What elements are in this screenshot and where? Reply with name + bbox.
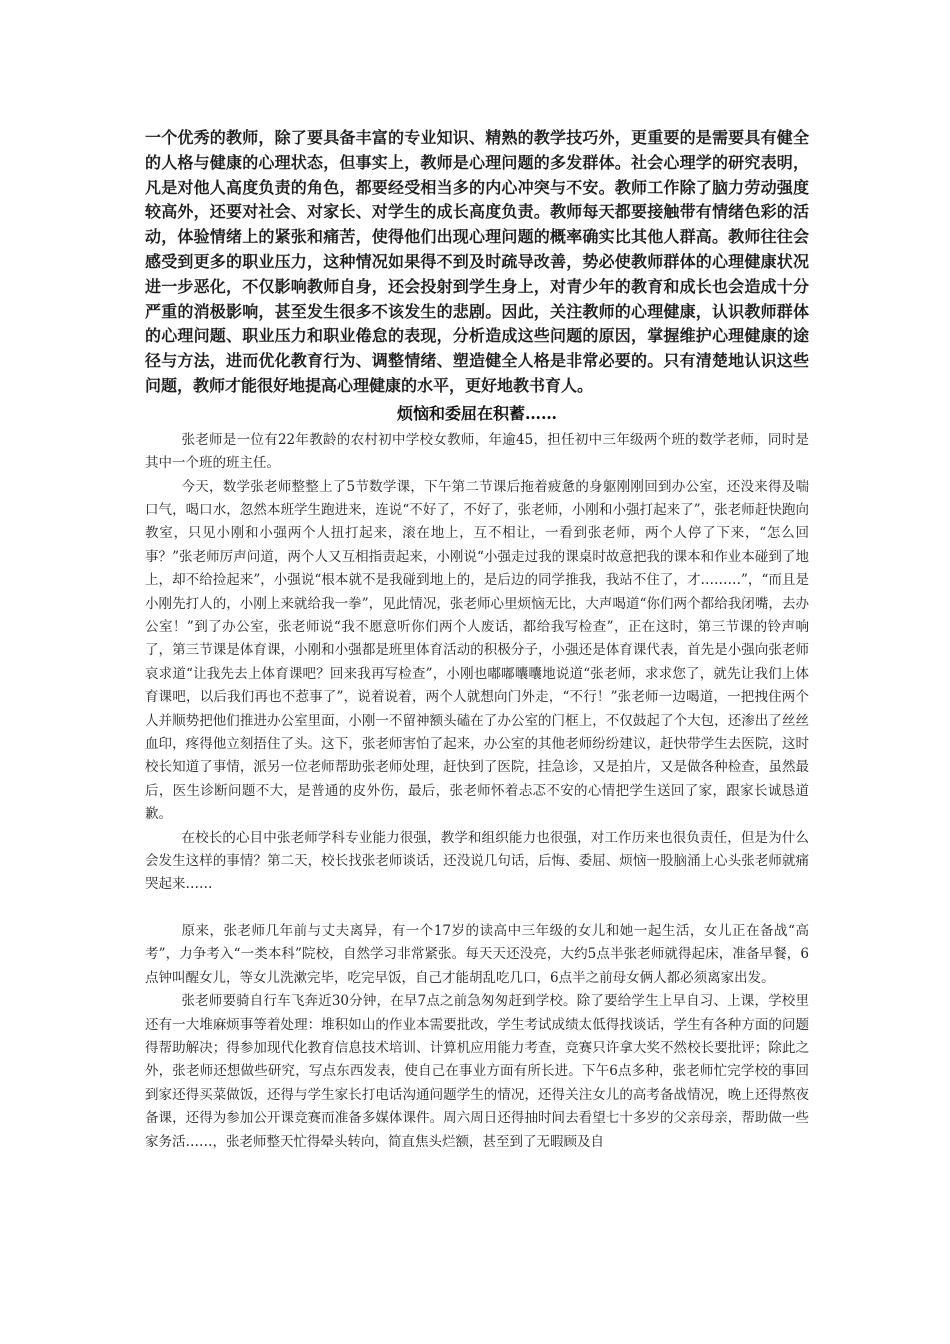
story-body [145,429,809,1154]
story-paragraph-4: 原来，张老师几年前与丈夫离异，有一个17岁的读高中三年级的女儿和她一起生活，女儿正在备战“高考”，力争考入“一类本科”院校，自然学习非常紧张。每天天还没亮，大约5点半张老师就得起床，准备早餐，6点钟叫醒女儿，等女儿洗漱完毕，吃完早饭，自己才能胡乱吃几口，6点半之前母女俩人都必须离家出发。 [145,922,809,986]
section-heading: 烦恼和委屈在积蓄…… [396,403,557,423]
story-paragraph-2: 今天，数学张老师整整上了5节数学课，下午第二节课后拖着疲惫的身躯刚刚回到办公室，还没来得及喘口气，喝口水，忽然本班学生跑进来，连说“不好了，不好了，张老师，小刚和小强打起来了”，张老师赶快跑向教室，只见小刚和小强两个人扭打起来，滚在地上，互不相让，一看到张老师，两个人停了下来，“怎么回事？”张老师厉声问道，两个人又互相指责起来，小刚说“小强走过我的课桌时故意把我的课本和作业本碰到了地上，却不给捡起来”，小强说“根本就不是我碰到地上的，是后边的同学推我，我站不住了，才………”，“而且是小刚先打人的，小刚上来就给我一拳”，见此情况，张老师心里烦恼无比，大声喝道“你们两个都给我闭嘴，去办公室！”到了办公室，张老师说“我不愿意听你们两个人废话，都给我写检查”，正在这时，第三节课的铃声响了，第三节课是体育课，小刚和小强都是班里体育活动的积极分子，小强还是体育课代表，首先是小强向张老师哀求道“让我先去上体育课吧？回来我再写检查”，小刚也嘟嘟囔囔地说道“张老师，求求您了，就先让我们上体育课吧，以后我们再也不惹事了”，说着说着，两个人就想向门外走，“不行！”张老师一边喝道，一把拽住两个人并顺势把他们推进办公室里面，小刚一不留神额头磕在了办公室的门框上，不仅鼓起了个大包，还渗出了丝丝血印，疼得他立刻捂住了头。这下，张老师害怕了起来，办公室的其他老师纷纷建议，赶快带学生去医院，这时校长知道了事情，派另一位老师帮助张老师处理，赶快到了医院，挂急诊，又是拍片，又是做各种检查，虽然最后，医生诊断问题不大，是普通的皮外伤，最后，张老师怀着忐忑不安的心情把学生送回了家，跟家长诚恳道歉。 [145,478,809,823]
story-paragraph-3: 在校长的心目中张老师学科专业能力很强，教学和组织能力也很强，对工作历来也很负责任，但是为什么会发生这样的事情？第二天，校长找张老师谈话，还没说几句话，后悔、委屈、烦恼一股脑涌上心头张老师就痛哭起来…… [145,829,809,893]
document-page [145,126,809,1154]
story-paragraph-1: 张老师是一位有22年教龄的农村初中学校女教师，年逾45，担任初中三年级两个班的数学老师，同时是其中一个班的班主任。 [145,431,809,472]
story-paragraph-5: 张老师要骑自行车飞奔近30分钟，在早7点之前急匆匆赶到学校。除了要给学生上早自习、上课，学校里还有一大堆麻烦事等着处理：堆积如山的作业本需要批改，学生考试成绩太低得找谈话，学生有各种方面的问题得帮助解决；得参加现代化教育信息技术培训、计算机应用能力考查，竞赛只许拿大奖不然校长要批评；除此之外，张老师还想做些研究，写点东西发表，使自己在事业方面有所长进。下午6点多种，张老师忙完学校的事回到家还得买菜做饭，还得与学生家长打电话沟通问题学生的情况，还得关注女儿的高考备战情况，晚上还得熬夜备课，还得为参加公开课竞赛而准备多媒体课件。周六周日还得抽时间去看望七十多岁的父亲母亲，帮助做一些家务活……，张老师整天忙得晕头转向，简直焦头烂额，甚至到了无暇顾及自 [145,993,809,1150]
paragraph-spacer [145,897,809,920]
intro-paragraph: 一个优秀的教师，除了要具备丰富的专业知识、精熟的教学技巧外，更重要的是需要具有健全的人格与健康的心理状态，但事实上，教师是心理问题的多发群体。社会心理学的研究表明，凡是对他人高度负责的角色，都要经受相当多的内心冲突与不安。教师工作除了脑力劳动强度较高外，还要对社会、对家长、对学生的成长高度负责。教师每天都要接触带有情绪色彩的活动，体验情绪上的紧张和痛苦，使得他们出现心理问题的概率确实比其他人群高。教师往往会感受到更多的职业压力，这种情况如果得不到及时疏导改善，势必使教师群体的心理健康状况进一步恶化，不仅影响教师自身，还会投射到学生身上，对青少年的教育和成长也会造成十分严重的消极影响，甚至发生很多不该发生的悲剧。因此，关注教师的心理健康，认识教师群体的心理问题、职业压力和职业倦怠的表现，分析造成这些问题的原因，掌握维护心理健康的途径与方法，进而优化教育行为、调整情绪、塑造健全人格是非常必要的。只有清楚地认识这些问题，教师才能很好地提高心理健康的水平，更好地教书育人。 [145,128,809,395]
